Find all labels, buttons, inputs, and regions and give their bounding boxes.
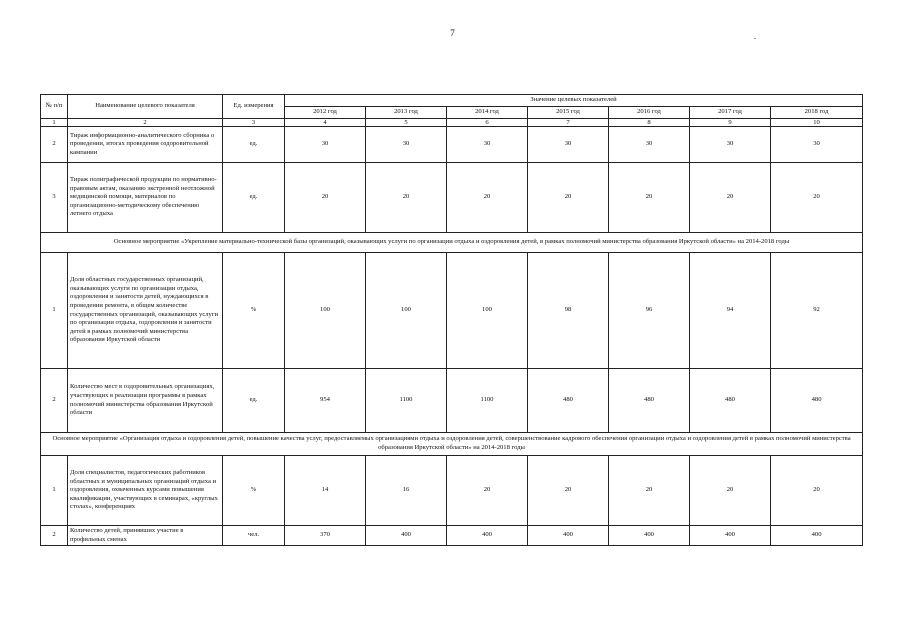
column-number: 9 xyxy=(690,119,771,127)
table-row xyxy=(41,369,863,433)
indicator-value: 92 xyxy=(771,253,863,369)
section-row xyxy=(41,233,863,253)
column-number: 2 xyxy=(68,119,223,127)
indicator-value: 20 xyxy=(528,456,609,526)
indicator-value: 20 xyxy=(366,163,447,233)
indicator-name: Доля специалистов, педагогических работников областных и муниципальных организаций отдыха и оздоровления, охваченных курсами повышения квалификации, участвующих в семинарах, «круглых столах», конференциях xyxy=(68,456,223,526)
indicator-name: Доля областных государственных организаций, оказывающих услуги по организации отдыха, оздоровления и занятости детей, нуждающихся в проведении ремонта, в общем количестве государственных организаций, оказывающих услуги по организации отдыха, оздоровления и занятости детей в рамках полномочий министерства образования Иркутской области xyxy=(68,253,223,369)
row-num: 2 xyxy=(41,369,68,433)
indicator-value: 20 xyxy=(447,456,528,526)
row-num: 2 xyxy=(41,127,68,163)
section-row xyxy=(41,433,863,456)
header-year: 2016 год xyxy=(609,107,690,119)
page-number: 7 xyxy=(450,28,455,38)
indicator-value: 100 xyxy=(366,253,447,369)
row-num: 2 xyxy=(41,526,68,546)
indicator-name: Тираж полиграфической продукции по нормативно-правовым актам, оказанию экстренной неотложной медицинской помощи, материалов по организационно-методическому обеспечению летнего отдыха xyxy=(68,163,223,233)
indicator-value: 400 xyxy=(771,526,863,546)
indicator-name: Количество мест в оздоровительных организациях, участвующих в реализации программы в рамках полномочий министерства образования Иркутской области xyxy=(68,369,223,433)
indicator-value: 20 xyxy=(528,163,609,233)
table-row xyxy=(41,526,863,546)
row-num: 1 xyxy=(41,253,68,369)
indicator-value: 20 xyxy=(609,163,690,233)
indicator-value: 480 xyxy=(528,369,609,433)
indicator-value: 30 xyxy=(366,127,447,163)
indicator-value: 20 xyxy=(690,456,771,526)
column-number: 10 xyxy=(771,119,863,127)
indicator-value: 480 xyxy=(771,369,863,433)
indicator-value: 30 xyxy=(447,127,528,163)
unit: ед. xyxy=(223,369,285,433)
indicator-value: 400 xyxy=(690,526,771,546)
indicator-value: 98 xyxy=(528,253,609,369)
indicator-value: 400 xyxy=(609,526,690,546)
indicator-value: 30 xyxy=(285,127,366,163)
indicator-value: 1100 xyxy=(447,369,528,433)
indicator-value: 20 xyxy=(285,163,366,233)
indicator-value: 480 xyxy=(690,369,771,433)
target-indicators-table xyxy=(40,94,863,546)
indicator-value: 400 xyxy=(528,526,609,546)
table-row xyxy=(41,253,863,369)
indicator-value: 20 xyxy=(609,456,690,526)
indicator-value: 100 xyxy=(447,253,528,369)
indicator-value: 20 xyxy=(690,163,771,233)
indicator-value: 20 xyxy=(771,456,863,526)
indicator-value: 96 xyxy=(609,253,690,369)
header-year: 2014 год xyxy=(447,107,528,119)
indicator-value: 30 xyxy=(528,127,609,163)
indicator-value: 20 xyxy=(771,163,863,233)
indicator-name: Количество детей, принявших участие в профильных сменах xyxy=(68,526,223,546)
header-values-group: Значение целевых показателей xyxy=(285,95,863,107)
column-number: 1 xyxy=(41,119,68,127)
column-numbers-row xyxy=(41,119,863,127)
indicator-value: 16 xyxy=(366,456,447,526)
header-num: № п/п xyxy=(41,95,68,119)
column-number: 6 xyxy=(447,119,528,127)
header-unit: Ед. измерения xyxy=(223,95,285,119)
row-num: 1 xyxy=(41,456,68,526)
section-title: Основное мероприятие «Организация отдыха и оздоровления детей, повышение качества услуг, предоставляемых организациями отдыха и оздоровления детей, совершенствование кадрового обеспечения организации отдыха и оздоровления детей в рамках полномочий министерства образования Иркутской области» на 2014-2018 годы xyxy=(41,433,863,456)
header-year: 2012 год xyxy=(285,107,366,119)
column-number: 7 xyxy=(528,119,609,127)
header-row xyxy=(41,95,863,107)
indicator-value: 14 xyxy=(285,456,366,526)
header-year: 2013 год xyxy=(366,107,447,119)
table-row xyxy=(41,163,863,233)
header-year: 2018 год xyxy=(771,107,863,119)
indicator-value: 30 xyxy=(690,127,771,163)
indicator-value: 30 xyxy=(609,127,690,163)
indicator-name: Тираж информационно-аналитического сборника о проведении, итогах проведения оздоровительной кампании xyxy=(68,127,223,163)
column-number: 3 xyxy=(223,119,285,127)
unit: % xyxy=(223,253,285,369)
unit: ед. xyxy=(223,163,285,233)
indicator-value: 30 xyxy=(771,127,863,163)
indicator-value: 20 xyxy=(447,163,528,233)
unit: % xyxy=(223,456,285,526)
section-title: Основное мероприятие «Укрепление материально-технической базы организаций, оказывающих услуги по организации отдыха и оздоровления детей, в рамках полномочий министерства образования Иркутской области» на 2014-2018 годы xyxy=(41,233,863,253)
column-number: 8 xyxy=(609,119,690,127)
indicator-value: 94 xyxy=(690,253,771,369)
column-number: 5 xyxy=(366,119,447,127)
indicator-value: 480 xyxy=(609,369,690,433)
indicator-value: 100 xyxy=(285,253,366,369)
unit: чел. xyxy=(223,526,285,546)
row-num: 3 xyxy=(41,163,68,233)
header-name: Наименование целевого показателя xyxy=(68,95,223,119)
unit: ед. xyxy=(223,127,285,163)
indicator-value: 1100 xyxy=(366,369,447,433)
indicator-value: 400 xyxy=(366,526,447,546)
indicator-value: 400 xyxy=(447,526,528,546)
header-year: 2015 год xyxy=(528,107,609,119)
header-year: 2017 год xyxy=(690,107,771,119)
table-row xyxy=(41,127,863,163)
indicator-value: 370 xyxy=(285,526,366,546)
scan-speck xyxy=(754,38,756,39)
table-row xyxy=(41,456,863,526)
column-number: 4 xyxy=(285,119,366,127)
indicator-value: 954 xyxy=(285,369,366,433)
